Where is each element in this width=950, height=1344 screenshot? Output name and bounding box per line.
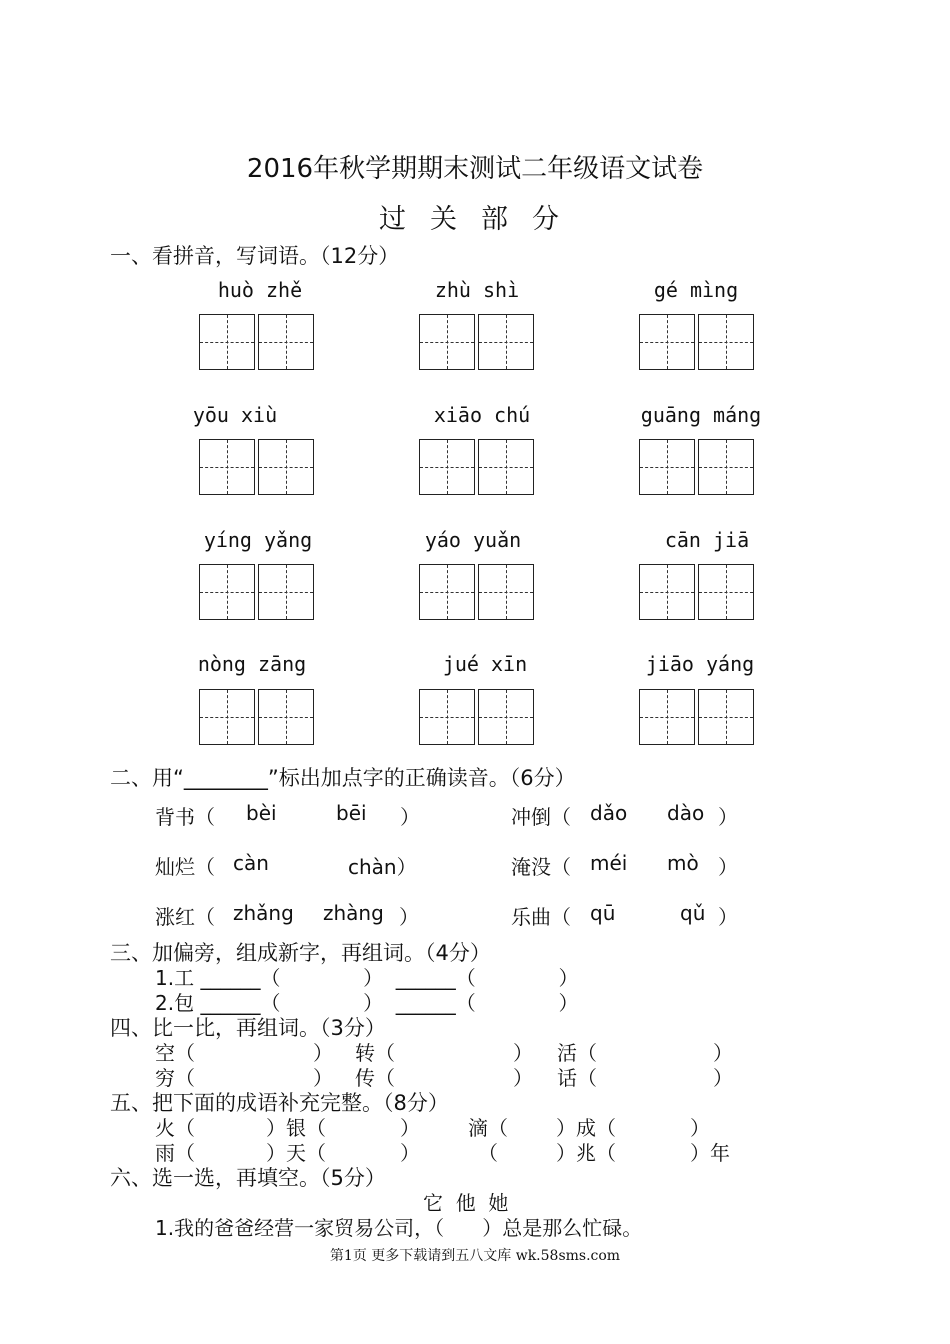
writing-box[interactable] bbox=[258, 689, 314, 745]
reading-item-word: 乐曲（ bbox=[511, 905, 571, 929]
reading-item-word: 淹没（ bbox=[511, 855, 571, 879]
radical-line-1: 1.工 ______（ ） ______（ ） bbox=[155, 966, 579, 990]
writing-box[interactable] bbox=[258, 439, 314, 495]
compare-word: 空（ bbox=[155, 1041, 195, 1065]
idiom-part: ）银（ bbox=[266, 1116, 326, 1140]
reading-item-close: ） bbox=[718, 855, 738, 879]
section-1-heading: 一、看拼音，写词语。（12分） bbox=[110, 244, 400, 268]
idiom-part: ）成（ bbox=[556, 1116, 616, 1140]
idiom-part: （ bbox=[478, 1141, 498, 1165]
compare-close: ） bbox=[313, 1041, 333, 1065]
idiom-part: ） bbox=[400, 1116, 420, 1140]
section-2-heading: 二、用“________”标出加点字的正确读音。（6分） bbox=[110, 766, 576, 790]
writing-box[interactable] bbox=[698, 564, 754, 620]
compare-word: 穷（ bbox=[155, 1066, 195, 1090]
writing-box[interactable] bbox=[419, 314, 475, 370]
reading-item-close: ） bbox=[718, 905, 738, 929]
idiom-part: 雨（ bbox=[155, 1141, 195, 1165]
writing-box[interactable] bbox=[698, 439, 754, 495]
compare-close: ） bbox=[713, 1041, 733, 1065]
reading-option[interactable]: qǔ bbox=[680, 901, 706, 925]
pinyin-label: jué xīn bbox=[442, 652, 528, 676]
writing-box[interactable] bbox=[419, 439, 475, 495]
reading-item-word: 灿烂（ bbox=[155, 855, 215, 879]
writing-box[interactable] bbox=[478, 314, 534, 370]
page-subtitle: 过关部分 bbox=[379, 204, 583, 235]
idiom-part: 火（ bbox=[155, 1116, 195, 1140]
reading-option[interactable]: dào bbox=[667, 801, 705, 825]
page-title: 2016年秋学期期末测试二年级语文试卷 bbox=[246, 154, 704, 184]
idiom-part: ）年 bbox=[690, 1141, 730, 1165]
reading-option[interactable]: zhǎng bbox=[233, 901, 294, 925]
reading-option[interactable]: bēi bbox=[336, 801, 367, 825]
writing-box[interactable] bbox=[258, 314, 314, 370]
pinyin-label: zhù shì bbox=[434, 278, 520, 302]
reading-item-close: ） bbox=[718, 805, 738, 829]
writing-box[interactable] bbox=[258, 564, 314, 620]
radical-line-2: 2.包 ______（ ） ______（ ） bbox=[155, 991, 579, 1015]
compare-word: 活（ bbox=[557, 1041, 597, 1065]
writing-box[interactable] bbox=[639, 314, 695, 370]
pinyin-label: gé mìng bbox=[653, 278, 739, 302]
reading-option[interactable]: càn bbox=[233, 851, 269, 875]
reading-option[interactable]: chàn） bbox=[348, 855, 417, 879]
compare-word: 话（ bbox=[557, 1066, 597, 1090]
writing-box[interactable] bbox=[199, 439, 255, 495]
compare-word: 传（ bbox=[355, 1066, 395, 1090]
writing-box[interactable] bbox=[419, 564, 475, 620]
pinyin-label: jiāo yáng bbox=[645, 652, 755, 676]
pinyin-label: yáo yuǎn bbox=[424, 528, 522, 552]
compare-close: ） bbox=[513, 1066, 533, 1090]
writing-box[interactable] bbox=[698, 314, 754, 370]
section-6-heading: 六、选一选，再填空。（5分） bbox=[110, 1166, 386, 1190]
reading-option[interactable]: dǎo bbox=[590, 801, 628, 825]
compare-word: 转（ bbox=[355, 1041, 395, 1065]
reading-item-word: 冲倒（ bbox=[511, 805, 571, 829]
writing-box[interactable] bbox=[698, 689, 754, 745]
writing-box[interactable] bbox=[478, 689, 534, 745]
writing-box[interactable] bbox=[478, 439, 534, 495]
pinyin-label: yíng yǎng bbox=[203, 528, 313, 552]
writing-box[interactable] bbox=[199, 689, 255, 745]
idiom-part: ）天（ bbox=[266, 1141, 326, 1165]
pronoun-options: 它 他 她 bbox=[423, 1191, 509, 1215]
reading-option[interactable]: zhàng bbox=[323, 901, 384, 925]
pinyin-label: huò zhě bbox=[217, 278, 303, 302]
writing-box[interactable] bbox=[639, 689, 695, 745]
compare-close: ） bbox=[513, 1041, 533, 1065]
writing-box[interactable] bbox=[639, 564, 695, 620]
writing-box[interactable] bbox=[199, 314, 255, 370]
writing-box[interactable] bbox=[419, 689, 475, 745]
reading-item-close: ） bbox=[399, 905, 419, 929]
compare-close: ） bbox=[313, 1066, 333, 1090]
fill-question-1: 1.我的爸爸经营一家贸易公司，（ ）总是那么忙碌。 bbox=[155, 1216, 643, 1240]
writing-box[interactable] bbox=[639, 439, 695, 495]
page-footer: 第1页 更多下载请到五八文库 wk.58sms.com bbox=[329, 1248, 621, 1264]
section-3-heading: 三、加偏旁，组成新字，再组词。（4分） bbox=[110, 941, 491, 965]
reading-item-word: 涨红（ bbox=[155, 905, 215, 929]
compare-close: ） bbox=[713, 1066, 733, 1090]
section-4-heading: 四、比一比，再组词。（3分） bbox=[110, 1016, 386, 1040]
idiom-part: ）兆（ bbox=[556, 1141, 616, 1165]
section-5-heading: 五、把下面的成语补充完整。（8分） bbox=[110, 1091, 449, 1115]
writing-box[interactable] bbox=[478, 564, 534, 620]
pinyin-label: nòng zāng bbox=[197, 652, 307, 676]
reading-option[interactable]: mò bbox=[667, 851, 699, 875]
idiom-part: 滴（ bbox=[468, 1116, 508, 1140]
writing-box[interactable] bbox=[199, 564, 255, 620]
pinyin-label: cān jiā bbox=[664, 528, 750, 552]
reading-item-word: 背书（ bbox=[155, 805, 215, 829]
reading-option[interactable]: méi bbox=[590, 851, 628, 875]
reading-option[interactable]: qū bbox=[590, 901, 616, 925]
reading-item-close: ） bbox=[400, 805, 420, 829]
idiom-part: ） bbox=[400, 1141, 420, 1165]
reading-option[interactable]: bèi bbox=[246, 801, 277, 825]
pinyin-label: yōu xiù bbox=[192, 403, 278, 427]
pinyin-label: guāng máng bbox=[640, 403, 762, 427]
pinyin-label: xiāo chú bbox=[433, 403, 531, 427]
idiom-part: ） bbox=[690, 1116, 710, 1140]
